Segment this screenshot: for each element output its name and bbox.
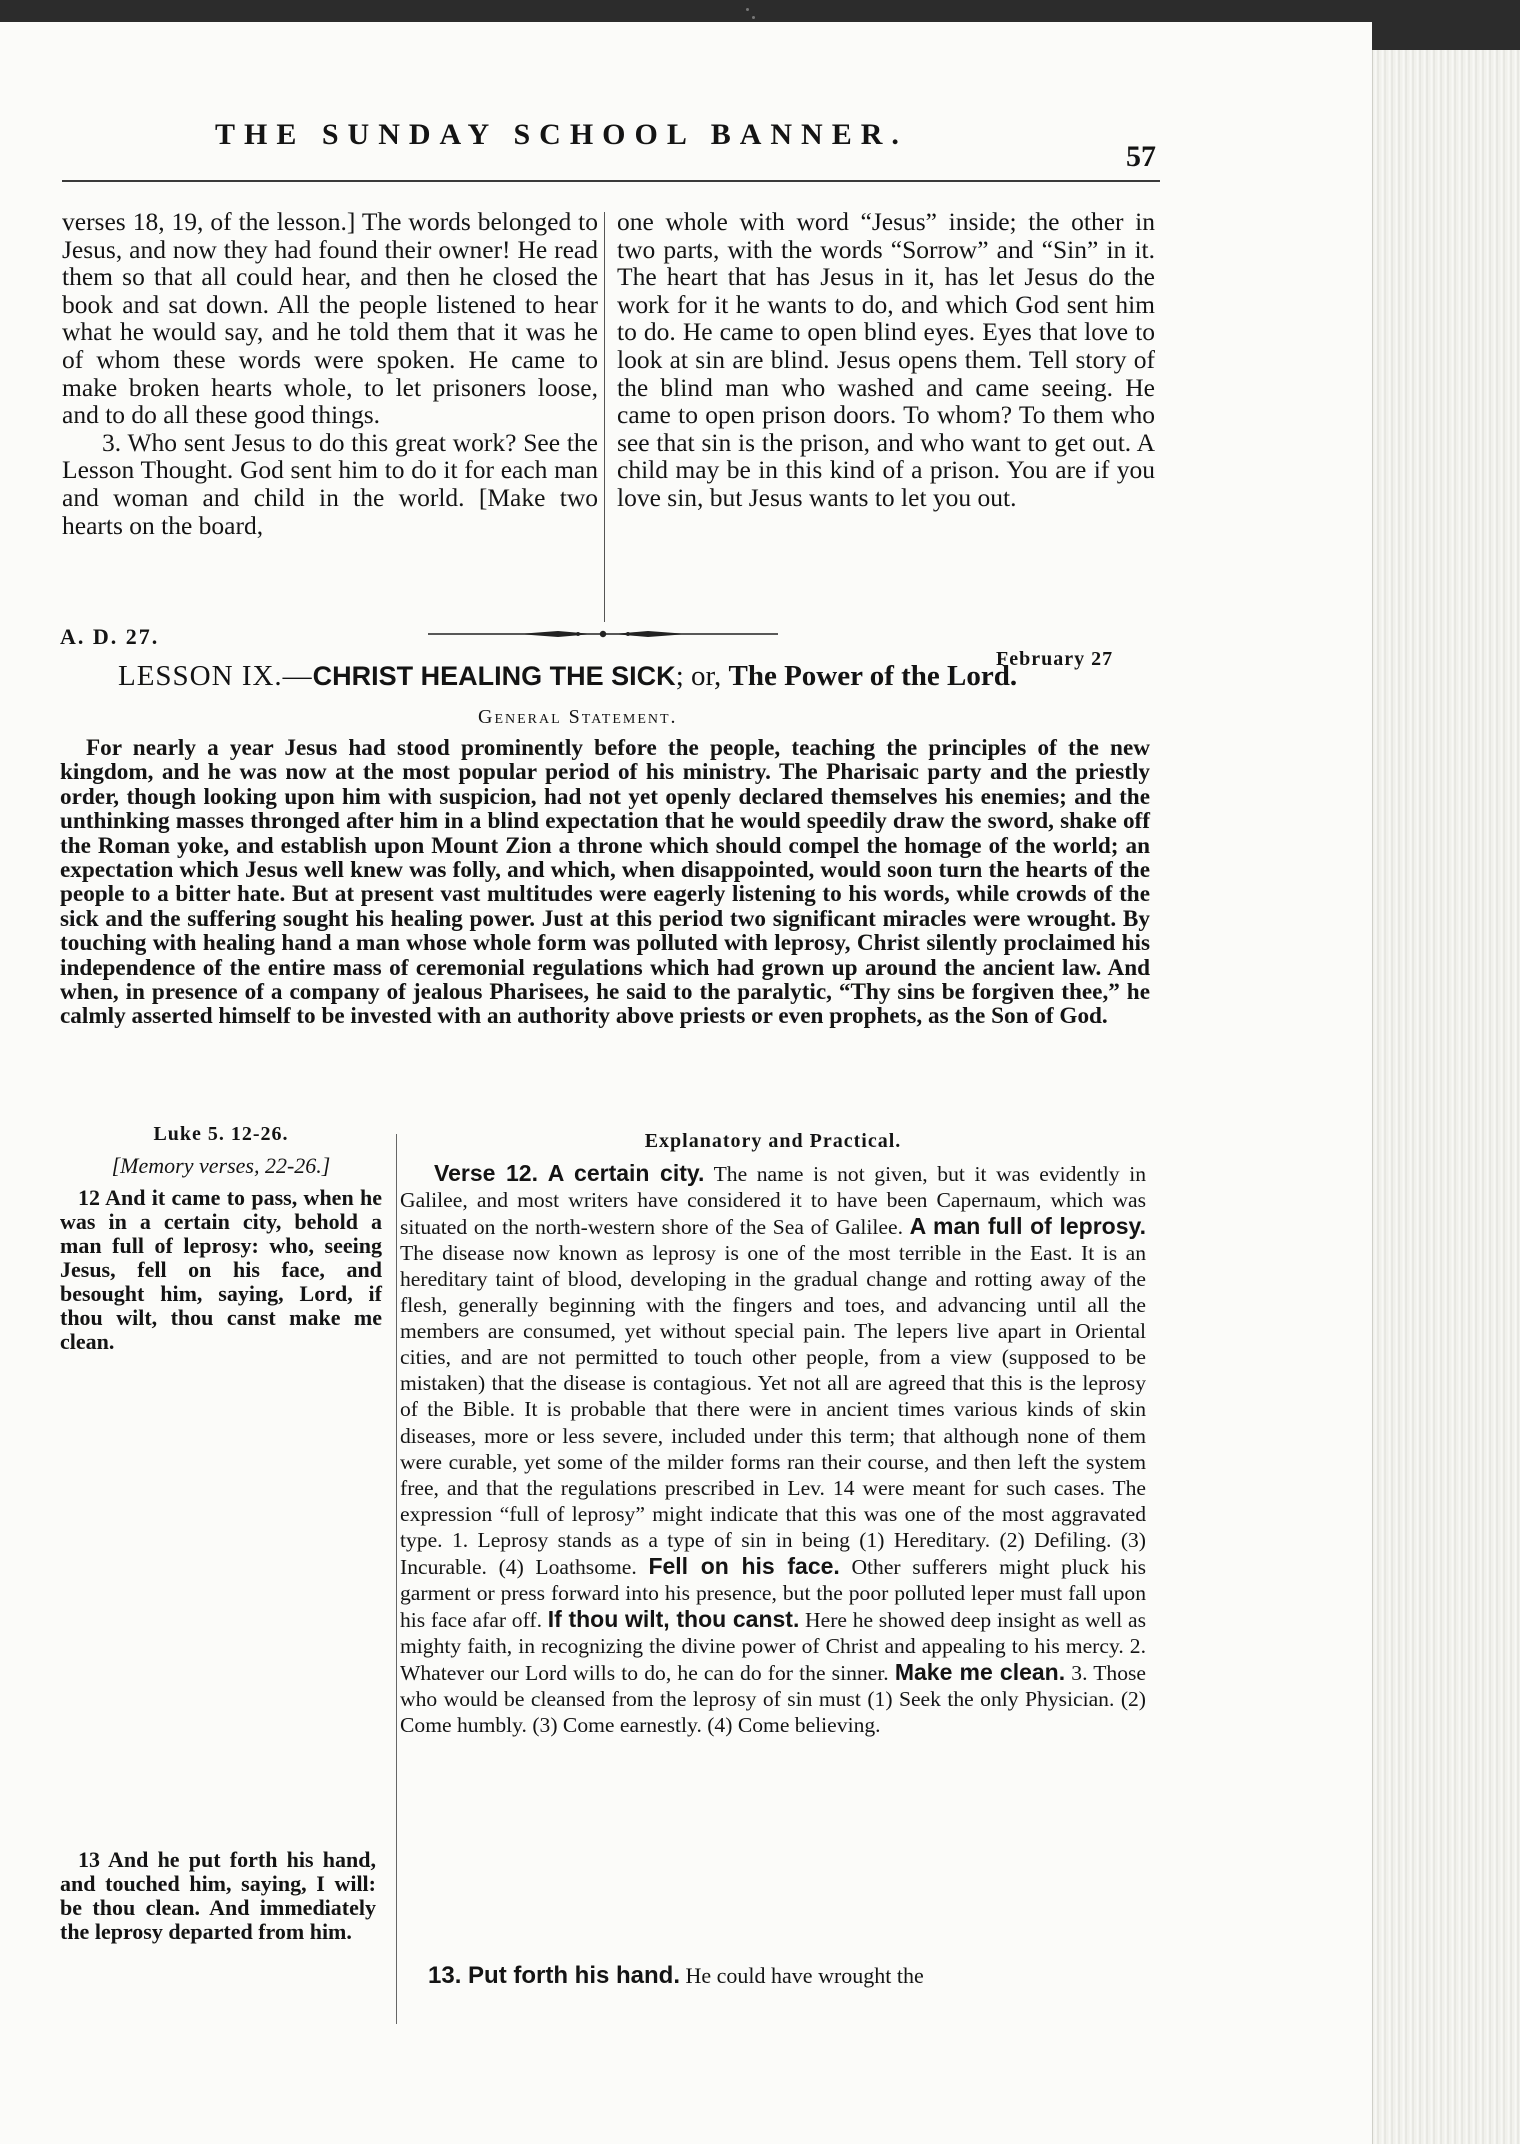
ornamental-rule [428, 624, 778, 644]
general-statement-heading: General Statement. [478, 706, 678, 728]
lesson-title-separator: ; or, [675, 660, 729, 692]
page-stack-edge [1372, 50, 1520, 2144]
lesson-title: CHRIST HEALING THE SICK [312, 661, 676, 691]
memory-verses: [Memory verses, 22-26.] [111, 1153, 331, 1178]
explanatory-heading: Explanatory and Practical. [644, 1130, 902, 1152]
paragraph: verses 18, 19, of the lesson.] The words belonged to Jesus, and now they had found their owner! He read them so that all could hear, and then he closed the book and sat down. All the people listened to hear what he would say, and he told them that it was he of whom these words were spoken. He came to make broken hearts whole, to let prisoners loose, and to do all these good things. [62, 207, 598, 430]
commentary-text: The disease now known as leprosy is one of the most terrible in the East. It is an hereditary taint of blood, developing in the gradual change and rotting away of the flesh, generally beginning with the fingers and toes, and advancing until all the members are consumed, yet without special pain. The lepers live apart in Oriental cities, and are not permitted to touch other people, from a view (supposed to be mistaken) that the disease is contagious. Yet not all are agreed that this is the leprosy of the Bible. It is probable that there were in ancient times various kinds of skin diseases, more or less severe, included under this term; that although none of them were curable, yet some of the milder forms ran their course, and then left the system free, and that the regulations prescribed in Lev. 14 were meant for such cases. The expression “full of leprosy” might indicate that this was one of the most aggravated type. 1. Leprosy stands as a type of sin in being (1) Hereditary. (2) Defiling. (3) Incurable. (4) Loathsome. [400, 1241, 1146, 1579]
lemma-verse-12: Verse 12. A certain city. [434, 1160, 705, 1187]
column-divider [396, 1134, 397, 2024]
paragraph: one whole with word “Jesus” inside; the other in two parts, with the words “Sorrow” and “Sin” in it. The heart that has Jesus in it, has let Jesus do the work for it he wants to do, and which God sent him to do. He came to open blind eyes. Eyes that love to look at sin are blind. Jesus opens them. Tell story of the blind man who washed and came seeing. He came to open prison doors. To whom? To them who see that sin is the prison, and who want to get out. A child may be in this kind of a prison. You are if you love sin, but Jesus wants to let you out. [617, 207, 1155, 512]
lemma-make-me-clean: Make me clean. [894, 1658, 1066, 1685]
scripture-reference: Luke 5. 12-26. [153, 1123, 289, 1145]
lesson-subtitle: The Power of the Lord. [728, 660, 1018, 692]
verse-13-commentary [428, 1962, 1148, 1990]
verse-13: 13 And he put forth his hand, and touched him, saying, I will: be thou clean. And immediately the leprosy departed from him. [60, 1847, 376, 1944]
general-statement [60, 736, 1150, 1029]
lesson-heading [118, 660, 1168, 693]
lemma-fell-on-his-face: Fell on his face. [648, 1552, 840, 1579]
verse-12: 12 And it came to pass, when he was in a certain city, behold a man full of leprosy: who, seeing Jesus, fell on his face, and besought him, saying, Lord, if thou wilt, thou canst make me clean. [60, 1185, 382, 1354]
commentary-text: Here he showed deep insight as well as mighty faith, in recognizing the divine power of Christ and appealing to his mercy. 2. Whatever our Lord wills to do, he can do for the sinner. [400, 1607, 1146, 1685]
scripture-column [60, 1122, 382, 1354]
page-number: 57 [1126, 140, 1156, 173]
lesson-number: LESSON IX.— [118, 660, 313, 692]
scan-speck [752, 16, 755, 19]
header-rule [62, 180, 1160, 182]
scan-speck [746, 8, 749, 11]
commentary-text: The name is not given, but it was evidently in Galilee, and most writers have considered it to have been Capernaum, which was situated on the north-western shore of the Sea of Galilee. [400, 1162, 1146, 1240]
lesson-date-month: February 27 [996, 648, 1114, 670]
commentary-text: He could have wrought the [680, 1963, 924, 1988]
lemma-put-forth-his-hand: 13. Put forth his hand. [428, 1962, 681, 1989]
lesson-date: A. D. 27. [60, 624, 160, 649]
general-statement-text: For nearly a year Jesus had stood prominently before the people, teaching the principles of the new kingdom, and he was now at the most popular period of his ministry. The Pharisaic party and the priestly order, though looking upon him with suspicion, had not yet openly declared themselves his enemies; and the unthinking masses thronged after him in a blind expectation that he would speedily draw the sword, shake off the Roman yoke, and establish upon Mount Zion a throne which should compel the homage of the world; an expectation which Jesus well knew was folly, and which, when disappointed, would soon turn the hearts of the people to a bitter hate. But at present vast multitudes were eagerly listening to his words, while crowds of the sick and the suffering sought his healing power. Just at this period two significant miracles were wrought. By touching with healing hand a man whose whole form was polluted with leprosy, Christ silently proclaimed his independence of the entire mass of ceremonial regulations which had grown up around the ancient law. And when, in presence of a company of jealous Pharisees, he said to the paralytic, “Thy sins be forgiven thee,” he calmly asserted himself to be invested with an authority above priests or even prophets, as the Son of God. [60, 735, 1150, 1030]
running-title: THE SUNDAY SCHOOL BANNER. [215, 118, 908, 151]
column-divider [604, 212, 605, 622]
top-right-column [617, 208, 1155, 512]
top-left-column [62, 208, 598, 539]
verse-13-block [60, 1848, 376, 1944]
explanatory-column [400, 1128, 1146, 1738]
paragraph: 3. Who sent Jesus to do this great work? See the Lesson Thought. God sent him to do it for each man and woman and child in the world. [Make two hearts on the board, [62, 427, 598, 540]
explanatory-text [400, 1160, 1146, 1738]
lemma-man-full-of-leprosy: A man full of leprosy. [909, 1213, 1146, 1240]
lemma-if-thou-wilt: If thou wilt, thou canst. [547, 1605, 800, 1632]
commentary-text: Other sufferers might pluck his garment or press forward into his presence, but the poor polluted leper must fall upon his face afar off. [400, 1554, 1146, 1632]
commentary-text: 3. Those who would be cleansed from the leprosy of sin must (1) Seek the only Physician. (2) Come humbly. (3) Come earnestly. (4) Come believing. [400, 1660, 1146, 1738]
